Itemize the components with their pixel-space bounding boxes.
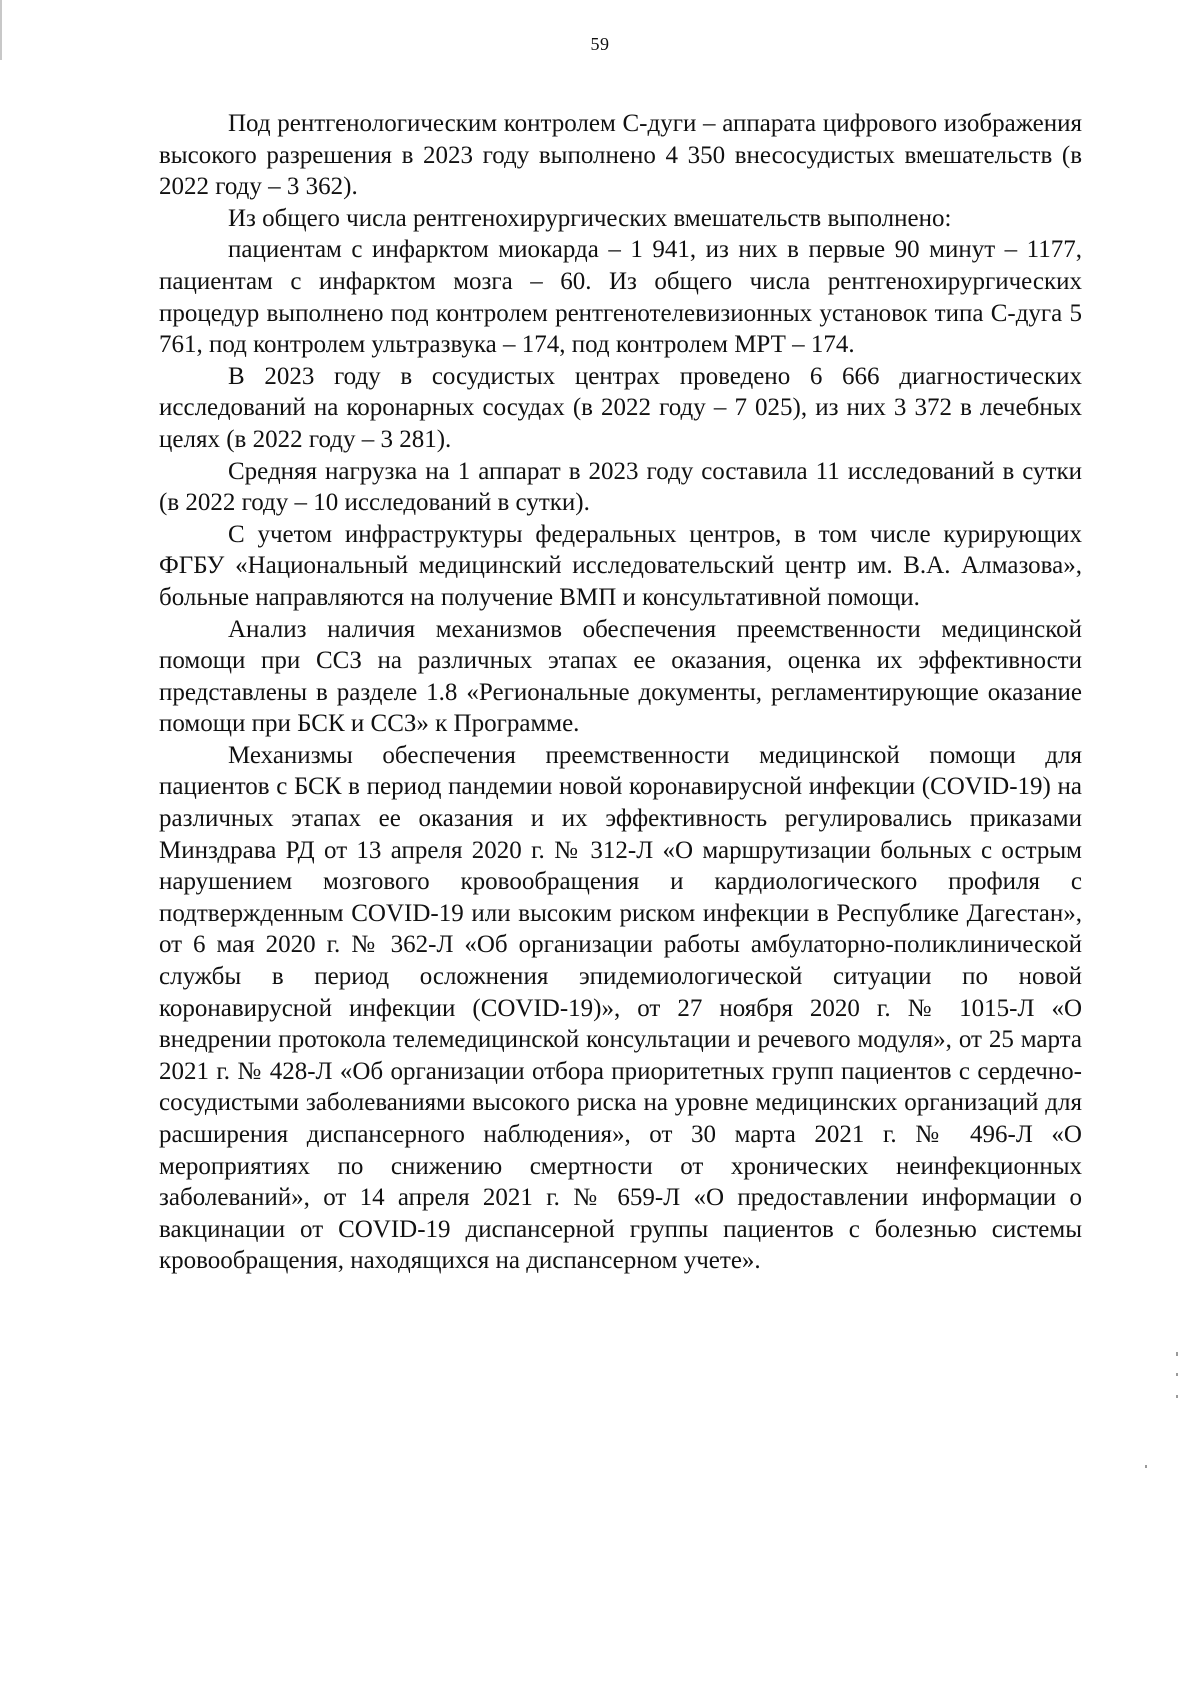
- paragraph: Механизмы обеспечения преемственности медицинской помощи для пациентов с БСК в период пандемии новой коронавирусной инфекции (COVID-19) на различных этапах ее оказания и их эффективность регулировались приказами Минздрава РД от 13 апреля 2020 г. № 312-Л «О маршрутизации больных с острым нарушением мозгового кровообращения и кардиологического профиля с подтвержденным COVID-19 или высоким риском инфекции в Республике Дагестан», от 6 мая 2020 г. № 362-Л «Об организации работы амбулаторно-поликлинической службы в период осложнения эпидемиологической ситуации по новой коронавирусной инфекции (COVID-19)», от 27 ноября 2020 г. № 1015-Л «О внедрении протокола телемедицинской консультации и речевого модуля», от 25 марта 2021 г. № 428-Л «Об организации отбора приоритетных групп пациентов с сердечно-сосудистыми заболеваниями высокого риска на уровне медицинских организаций для расширения диспансерного наблюдения», от 30 марта 2021 г. № 496-Л «О мероприятиях по снижению смертности от хронических неинфекционных заболеваний», от 14 апреля 2021 г. № 659-Л «О предоставлении информации о вакцинации от COVID-19 диспансерной группы пациентов с болезнью системы кровообращения, находящихся на диспансерном учете».: [159, 741, 1082, 1275]
- page-number: 59: [590, 34, 610, 54]
- paragraph: Средняя нагрузка на 1 аппарат в 2023 году составила 11 исследований в сутки (в 2022 году – 10 исследований в сутки).: [159, 457, 1082, 517]
- scan-speck: [1145, 1465, 1147, 1468]
- paragraph: Под рентгенологическим контролем С-дуги – аппарата цифрового изображения высокого разрешения в 2023 году выполнено 4 350 внесосудистых вмешательств (в 2022 году – 3 362).: [159, 110, 1082, 201]
- scan-speck: [1176, 1373, 1178, 1376]
- scan-speck: [1176, 1352, 1178, 1356]
- body-text: [159, 108, 1082, 1277]
- scan-speck: [1176, 1395, 1178, 1398]
- paragraph: С учетом инфраструктуры федеральных центров, в том числе курирующих ФГБУ «Национальный медицинский исследовательский центр им. В.А. Алмазова», больные направляются на получение ВМП и консультативной помощи.: [159, 520, 1082, 611]
- paragraph: пациентам с инфарктом миокарда – 1 941, из них в первые 90 минут – 1177, пациентам с инфарктом мозга – 60. Из общего числа рентгенохирургических процедур выполнено под контролем рентгенотелевизионных установок типа С-дуга 5 761, под контролем ультразвука – 174, под контролем МРТ – 174.: [159, 236, 1082, 359]
- paragraph: Анализ наличия механизмов обеспечения преемственности медицинской помощи при ССЗ на различных этапах ее оказания, оценка их эффективности представлены в разделе 1.8 «Региональные документы, регламентирующие оказание помощи при БСК и ССЗ» к Программе.: [159, 615, 1082, 738]
- paragraph: В 2023 году в сосудистых центрах проведено 6 666 диагностических исследований на коронарных сосудах (в 2022 году – 7 025), из них 3 372 в лечебных целях (в 2022 году – 3 281).: [159, 362, 1082, 453]
- paragraph: Из общего числа рентгенохирургических вмешательств выполнено:: [228, 204, 952, 232]
